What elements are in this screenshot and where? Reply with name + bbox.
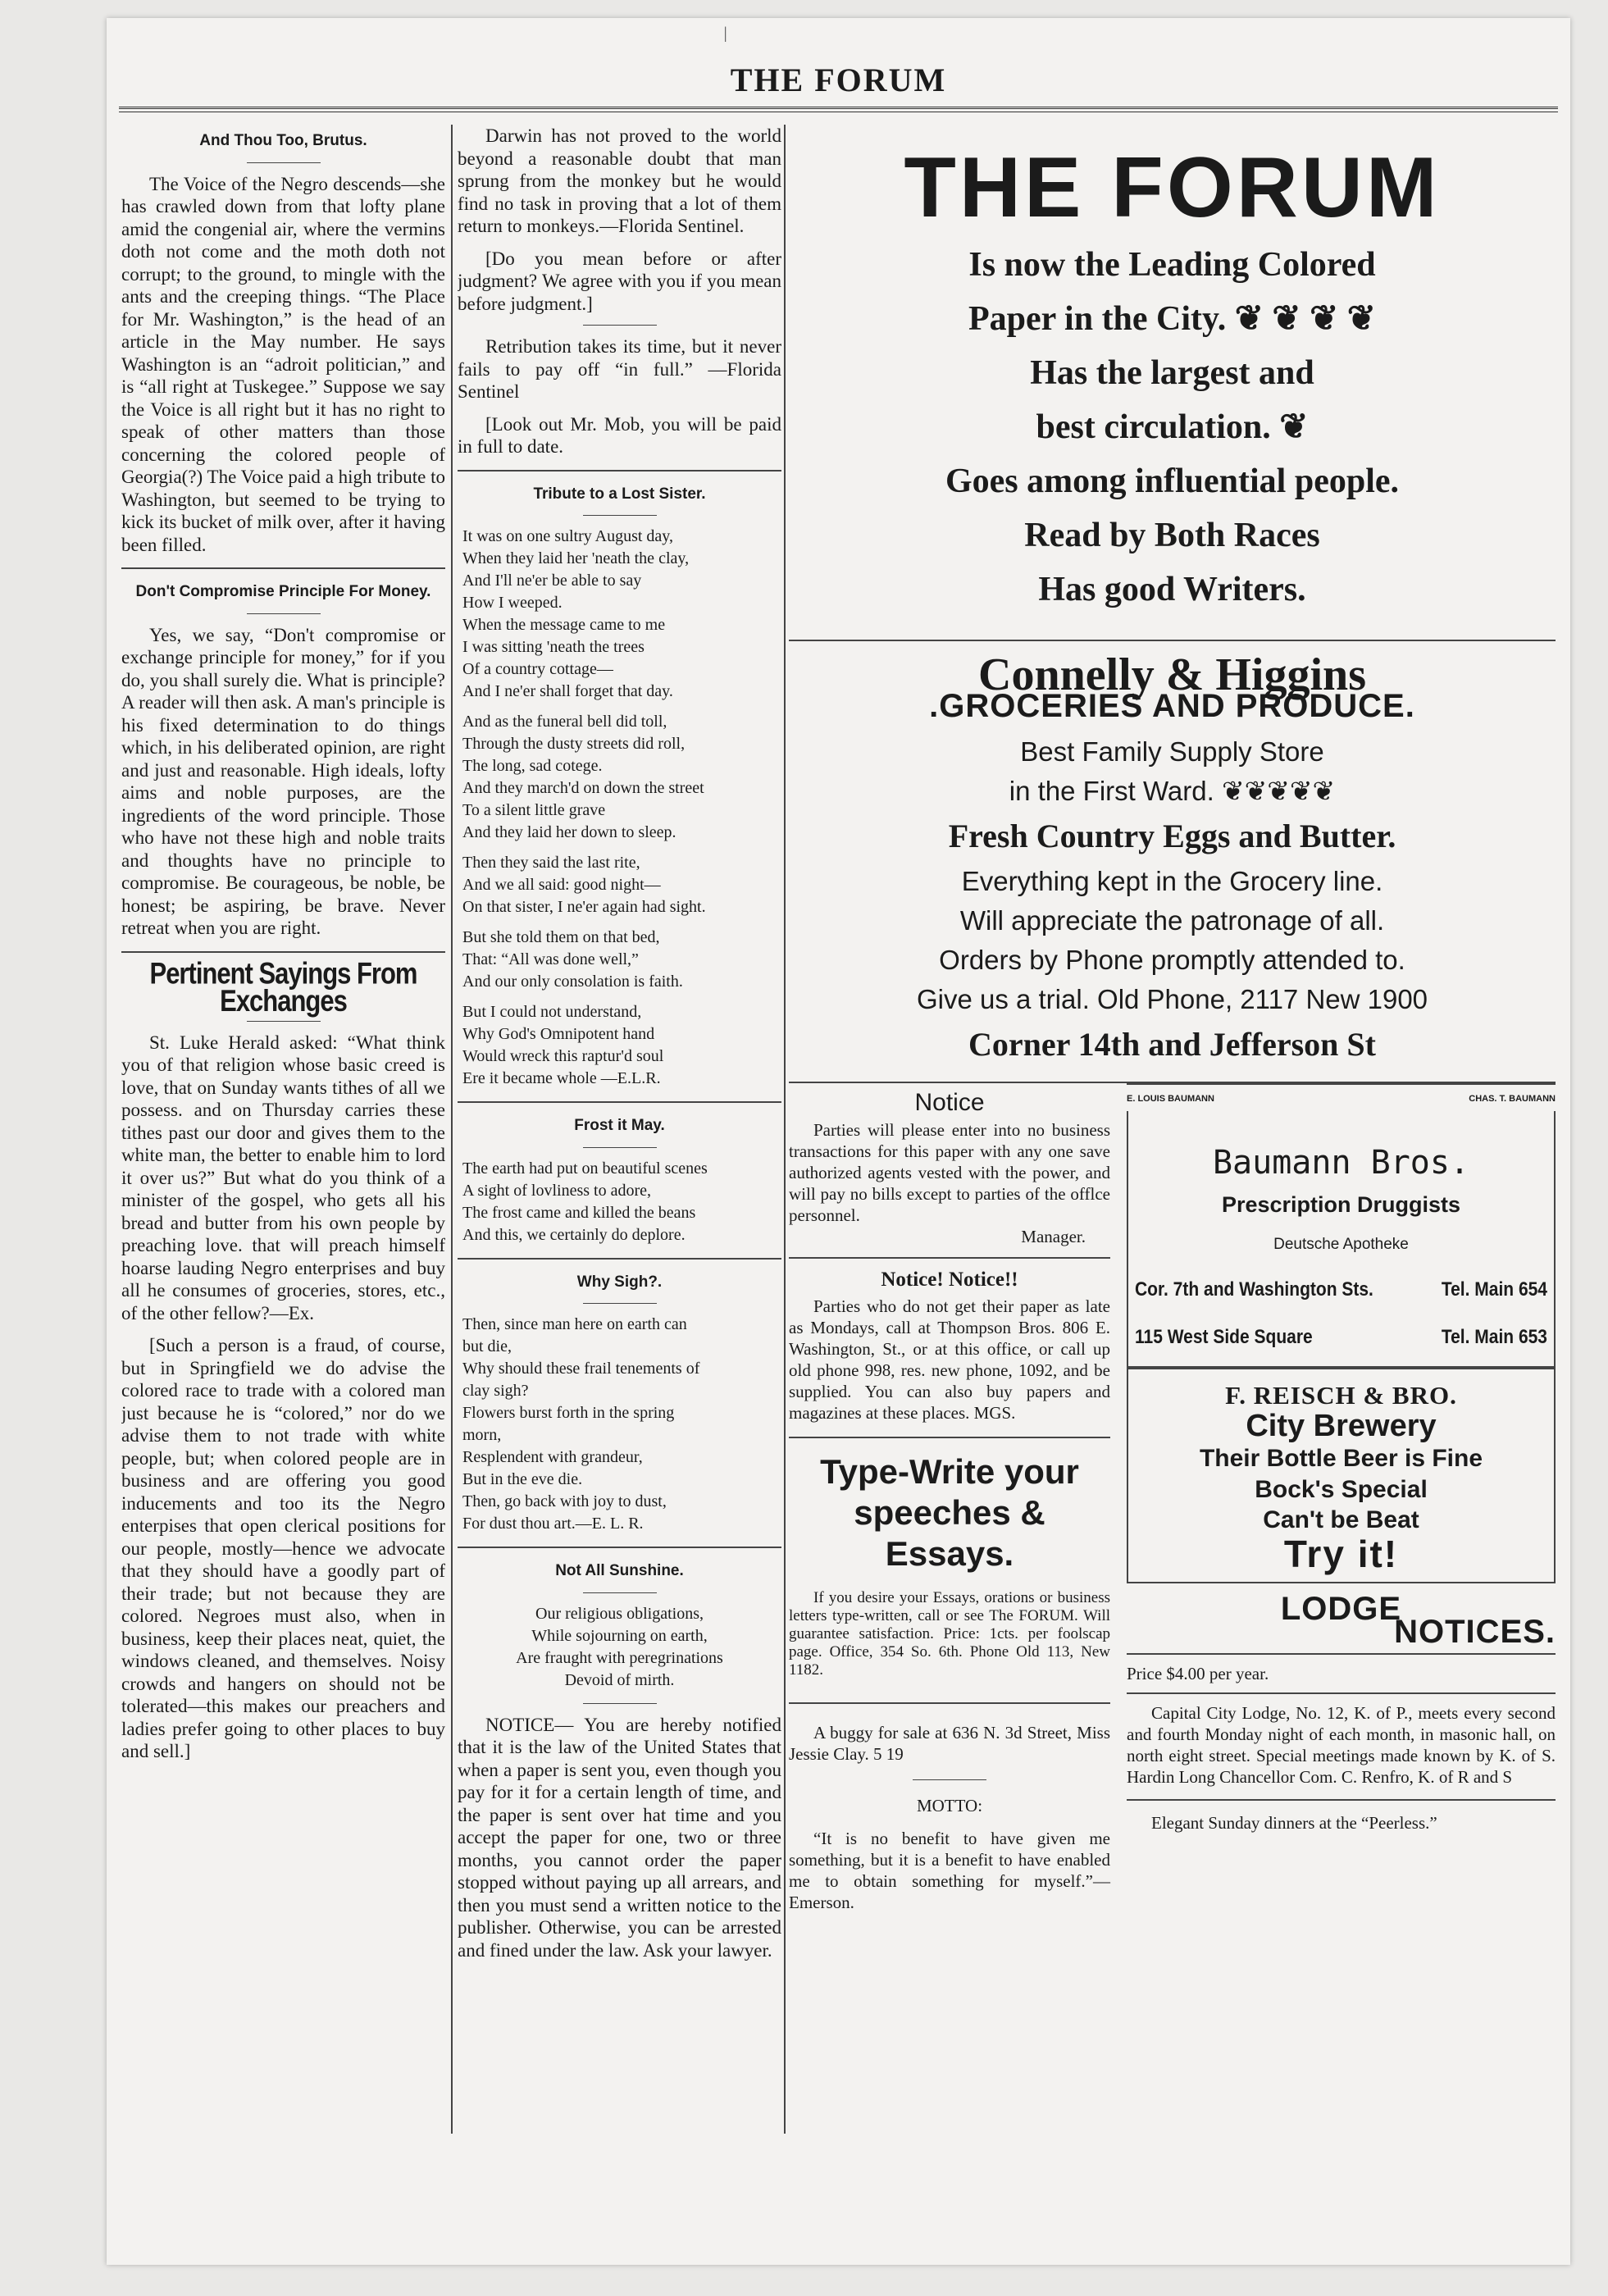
forum-ad-line: Read by Both Races	[1024, 517, 1320, 554]
poem-line: And this, we certainly do deplore.	[462, 1225, 686, 1244]
poem-line: I was sitting 'neath the trees	[462, 638, 645, 656]
lodge-title-2: NOTICES.	[1394, 1613, 1556, 1650]
forum-ad-line: Has the largest and	[1030, 354, 1314, 392]
reisch-line: Their Bottle Beer is Fine	[1199, 1445, 1483, 1472]
short-rule	[247, 1021, 321, 1022]
lower-ads	[789, 1083, 1556, 2002]
poem-line: Why should these frail tenements of	[462, 1360, 700, 1378]
poem-line: The frost came and killed the beans	[462, 1203, 696, 1222]
ch-bold: Fresh Country Eggs and Butter.	[948, 818, 1396, 854]
poem-line: When they laid her 'neath the clay,	[462, 549, 690, 567]
poem-line: Resplendent with grandeur,	[462, 1448, 643, 1466]
poem-line: Our religious obligations,	[535, 1604, 704, 1623]
short-rule	[247, 613, 321, 614]
forum-ad-lines	[789, 238, 1556, 617]
column-rule-2	[784, 125, 786, 2134]
divider	[789, 1702, 1110, 1704]
short-rule	[583, 325, 657, 326]
short-rule	[583, 1703, 657, 1704]
baumann-addr1-right: Tel. Main 654	[1441, 1278, 1547, 1301]
baumann-title: Baumann Bros.	[1212, 1143, 1470, 1182]
poem-line: Then they said the last rite,	[462, 854, 640, 872]
notice-body: Parties who do not get their paper as late as Mondays, call at Thompson Bros. 806 E. Washington, St., or at this office, or call up old phone 998, res. new phone, 1092, and be supplied. You can also buy papers and magazines at these places. MGS.	[789, 1296, 1110, 1423]
poem-line: Are fraught with peregrinations	[516, 1648, 723, 1667]
baumann-addr	[1135, 1277, 1547, 1303]
column-1	[121, 125, 445, 2117]
baumann-sub: Prescription Druggists	[1221, 1192, 1461, 1217]
poem	[462, 1158, 781, 1246]
article-title: Pertinent Sayings From Exchanges	[149, 955, 417, 1018]
reisch-title: City Brewery	[1246, 1408, 1437, 1443]
ch-bold: Corner 14th and Jefferson St	[968, 1026, 1376, 1063]
poem-line: While sojourning on earth,	[531, 1626, 708, 1645]
lodge-body: Capital City Lodge, No. 12, K. of P., meets every second and fourth Monday night of each month, in masonic hall, on north eight street. Special meetings made known by K. of S. Hardin Long Chancellor Com. C. Renfro, K. of R and S	[1127, 1703, 1556, 1787]
newspaper-page	[107, 18, 1570, 2265]
divider	[1127, 1799, 1556, 1801]
notice-title: Notice! Notice!!	[881, 1268, 1018, 1291]
poem-line: The earth had put on beautiful scenes	[462, 1159, 708, 1178]
forum-ad-line: Is now the Leading Colored	[968, 246, 1376, 284]
ad-column	[789, 125, 1556, 2134]
column-rule-1	[451, 125, 453, 2134]
poem-line: Then, go back with joy to dust,	[462, 1492, 667, 1510]
buggy-num: 5 19	[873, 1744, 904, 1764]
ch-line: Everything kept in the Grocery line.	[961, 866, 1383, 896]
buggy-text	[789, 1722, 1110, 1765]
poem-line: It was on one sultry August day,	[462, 527, 674, 545]
forum-ad-title: THE FORUM	[904, 140, 1441, 235]
lodge-price: Price $4.00 per year.	[1127, 1664, 1269, 1683]
ch-line: Orders by Phone promptly attended to.	[939, 945, 1405, 975]
article-title: Don't Compromise Principle For Money.	[135, 583, 431, 600]
article-body: Yes, we say, “Don't compromise or exchange principle for money,” for if you do, you shall surely die. What is principle? A reader will then ask. A man's principle is his fixed determination to do things which, in his deliberated opinion, are right and just and reasonable. High ideals, lofty aims and noble purposes, are the ingredients of the word principle. Those who have not these high and noble traits and thoughts have no principle to compromise. Be courageous, be noble, be honest; be aspiring, be brave. Never retreat when you are right.	[121, 624, 445, 938]
poem-line: morn,	[462, 1426, 502, 1444]
poem-line	[462, 918, 781, 927]
reisch-try: Try it!	[1283, 1532, 1399, 1575]
poem-line: Then, since man here on earth can	[462, 1315, 687, 1333]
poem-line: Would wreck this raptur'd soul	[462, 1047, 664, 1065]
poem-line: For dust thou art.—E. L. R.	[462, 1515, 644, 1533]
article-body: [Look out Mr. Mob, you will be paid in full to date.	[458, 413, 781, 457]
divider	[458, 1258, 781, 1260]
baumann-left-tag: E. LOUIS BAUMANN	[1127, 1094, 1214, 1104]
baumann-ad	[1127, 1111, 1556, 1369]
poem-line: That: “All was done well,”	[462, 950, 639, 968]
divider	[789, 1257, 1110, 1259]
ch-sub: .GROCERIES AND PRODUCE.	[929, 687, 1415, 724]
short-rule	[583, 1303, 657, 1304]
poem-line: but die,	[462, 1337, 512, 1355]
notice-title: Notice	[914, 1089, 985, 1116]
poem-line: How I weeped.	[462, 594, 563, 612]
poem-line	[462, 844, 781, 852]
short-rule	[583, 1592, 657, 1593]
baumann-tags	[1127, 1083, 1556, 1111]
divider	[789, 1437, 1110, 1438]
article-body: [Do you mean before or after judgment? We agree with you if you mean before judgment.]	[458, 248, 781, 314]
divider	[458, 470, 781, 472]
poem-line: When the message came to me	[462, 616, 666, 634]
divider	[458, 1547, 781, 1548]
left-subcolumn	[789, 1083, 1110, 1913]
column-2	[458, 125, 781, 2134]
poem-line: And as the funeral bell did toll,	[462, 713, 667, 731]
baumann-addr	[1135, 1323, 1547, 1350]
article-body: Retribution takes its time, but it never fails to pay off “in full.” —Florida Sentinel	[458, 336, 781, 402]
poem-line: But I could not understand,	[462, 1003, 642, 1021]
article-title: And Thou Too, Brutus.	[199, 132, 367, 149]
poem	[458, 1603, 781, 1692]
poem	[462, 526, 781, 1090]
poem-line: But in the eve die.	[462, 1470, 583, 1488]
ch-title: Connelly & Higgins	[978, 649, 1366, 700]
poem-title: Why Sigh?.	[576, 1273, 663, 1291]
poem-line: Ere it became whole —E.L.R.	[462, 1069, 661, 1087]
notice-body: Parties will please enter into no business transactions for this paper with any one save authorized agents vested with the power, and will pay no bills except to parties of the offlce personnel.	[789, 1119, 1110, 1225]
poem-line: Of a country cottage—	[462, 660, 613, 678]
motto-body: “It is no benefit to have given me something, but it is a benefit to have enabled me to obtain something for myself.”—Emerson.	[789, 1829, 1110, 1912]
poem-title: Tribute to a Lost Sister.	[533, 485, 706, 503]
ch-line: Give us a trial. Old Phone, 2117 New 1900	[916, 984, 1428, 1014]
baumann-addr2-left: 115 West Side Square	[1135, 1325, 1313, 1348]
divider	[121, 567, 445, 569]
poem-line: And I ne'er shall forget that day.	[462, 682, 673, 700]
header-rule	[119, 107, 1558, 112]
baumann-addr2-right: Tel. Main 653	[1441, 1325, 1547, 1348]
poem-line	[462, 703, 781, 711]
short-rule	[247, 162, 321, 163]
buggy-body: A buggy for sale at 636 N. 3d Street, Miss Jessie Clay.	[789, 1723, 1110, 1764]
poem-line	[462, 993, 781, 1001]
article-body: St. Luke Herald asked: “What think you of that religion whose basic creed is love, that on Sunday wants tithes of all we possess. and on Thursday carries these tithes past our door and gives them to the white man, the better to enable him to lord it over us?” But what do you think of a minister of the gospel, who gets all his bread and butter from his own people by preaching love. that will preach himself hoarse lauding Negro enterprises and buy all he consumes of groceries, stores, etc., of the other fellow?—Ex.	[121, 1032, 445, 1323]
article-body: The Voice of the Negro descends—she has crawled down from that lofty plane amid the congenial air, where the vermins doth not come and the moth doth not corrupt; to the ground, to mingle with the ants and the creeping things. “The Place for Mr. Washington,” is the head of an article in the May number. He says Washington is an “adroit politician,” and is “all right at Tuskegee.” Suppose we say the Voice is all right but it has no right to speak of other matters than those concerning the colored people of Georgia(?) The Voice paid a high tribute to Washington, but seemed to be trying to kick its bucket of milk over, after it having been filled.	[121, 173, 445, 555]
poem-line: And our only consolation is faith.	[462, 973, 683, 991]
poem	[462, 1314, 781, 1535]
poem-line: Devoid of mirth.	[564, 1670, 675, 1689]
ch-line: Will appreciate the patronage of all.	[959, 905, 1385, 936]
right-subcolumn	[1127, 1083, 1556, 1834]
short-rule	[583, 1147, 657, 1148]
reisch-ad	[1127, 1368, 1556, 1583]
notice-sign: Manager.	[1021, 1226, 1086, 1246]
lodge-title-1: LODGE	[1280, 1591, 1402, 1627]
poem-title: Frost it May.	[574, 1117, 665, 1134]
short-rule	[913, 1779, 986, 1780]
divider	[1127, 1692, 1556, 1694]
forum-ad-line: Has good Writers.	[1038, 571, 1306, 608]
baumann-small: Deutsche Apotheke	[1273, 1235, 1409, 1253]
poem-line: And we all said: good night—	[462, 876, 661, 894]
reisch-line: Bock's Special	[1255, 1475, 1428, 1503]
forum-ad-line: Paper in the City. ❦ ❦ ❦ ❦	[968, 300, 1376, 338]
divider	[789, 640, 1556, 641]
baumann-right-tag: CHAS. T. BAUMANN	[1469, 1094, 1556, 1104]
poem-line: But she told them on that bed,	[462, 928, 660, 946]
divider	[1127, 1653, 1556, 1655]
poem-line: Why God's Omnipotent hand	[462, 1025, 655, 1043]
divider	[458, 1101, 781, 1103]
poem-line: On that sister, I ne'er again had sight.	[462, 898, 706, 916]
connelly-higgins-ad	[789, 649, 1556, 1070]
poem-line: A sight of lovliness to adore,	[462, 1181, 651, 1200]
typewrite-body: If you desire your Essays, orations or business letters type-written, call or see The FORUM. Will guarantee satisfaction. Price: 1cts. per foolscap page. Office, 354 So. 6th. Phone Old 113, New 1182.	[789, 1589, 1110, 1679]
reisch-head: F. REISCH & BRO.	[1225, 1381, 1457, 1410]
article-body: [Such a person is a fraud, of course, but in Springfield we do advise the colored race to trade with a colored man just because he is “colored,” nor do we advise them to not trade with white people, but; when colored people are in business and are offering you good inducements and too its the Negro enterpises that open clerical positions for our people, mostly—hence we advocate that they should have a goodly part of their trade; but not because they are colored. Negroes must also, when in business, keep their places neat, quiet, the windows cleaned, and themselves. Noisy crowds and hangers on should not be tolerated—this makes our preachers and ladies prefer going to other places to buy and sell.]	[121, 1335, 445, 1761]
short-rule	[583, 515, 657, 516]
lodge-dinner: Elegant Sunday dinners at the “Peerless.”	[1151, 1813, 1437, 1833]
notice-body: NOTICE— You are hereby notified that it is the law of the United States that when a paper is sent you, even though you pay for it for a certain length of time, and the paper is sent over hat time and you accept the paper for one, two or three months, you cannot order the paper stopped without paying up all arrears, and then you must send a written notice to the publisher. Otherwise, you can be arrested and fined under the law. Ask your lawyer.	[458, 1714, 781, 1961]
page-header: THE FORUM	[730, 61, 947, 98]
motto-title: MOTTO:	[916, 1796, 983, 1815]
reisch-line: Can't be Beat	[1263, 1506, 1419, 1533]
poem-line: And they laid her down to sleep.	[462, 823, 676, 841]
poem-line: clay sigh?	[462, 1382, 529, 1400]
poem-line: And they march'd on down the street	[462, 779, 704, 797]
ch-line: Best Family Supply Store	[1020, 736, 1324, 767]
page-mark: ǀ	[723, 23, 728, 47]
poem-line: And I'll ne'er be able to say	[462, 572, 642, 590]
forum-ad-line: best circulation. ❦	[1036, 408, 1309, 446]
poem-line: To a silent little grave	[462, 801, 606, 819]
forum-ad-line: Goes among influential people.	[945, 462, 1400, 500]
poem-line: Through the dusty streets did roll,	[462, 735, 686, 753]
typewrite-title: Type-Write your speeches & Essays.	[820, 1452, 1079, 1573]
divider	[121, 951, 445, 953]
article-body: Darwin has not proved to the world beyond a reasonable doubt that man sprung from the monkey but he would find no task in proving that a lot of them return to monkeys.—Florida Sentinel.	[458, 125, 781, 236]
poem-title: Not All Sunshine.	[555, 1562, 684, 1579]
poem-line: The long, sad cotege.	[462, 757, 603, 775]
poem-line: Flowers burst forth in the spring	[462, 1404, 675, 1422]
baumann-addr1-left: Cor. 7th and Washington Sts.	[1135, 1278, 1373, 1301]
forum-ad	[789, 140, 1556, 617]
ch-line: in the First Ward. ❦❦❦❦❦	[1009, 776, 1336, 806]
